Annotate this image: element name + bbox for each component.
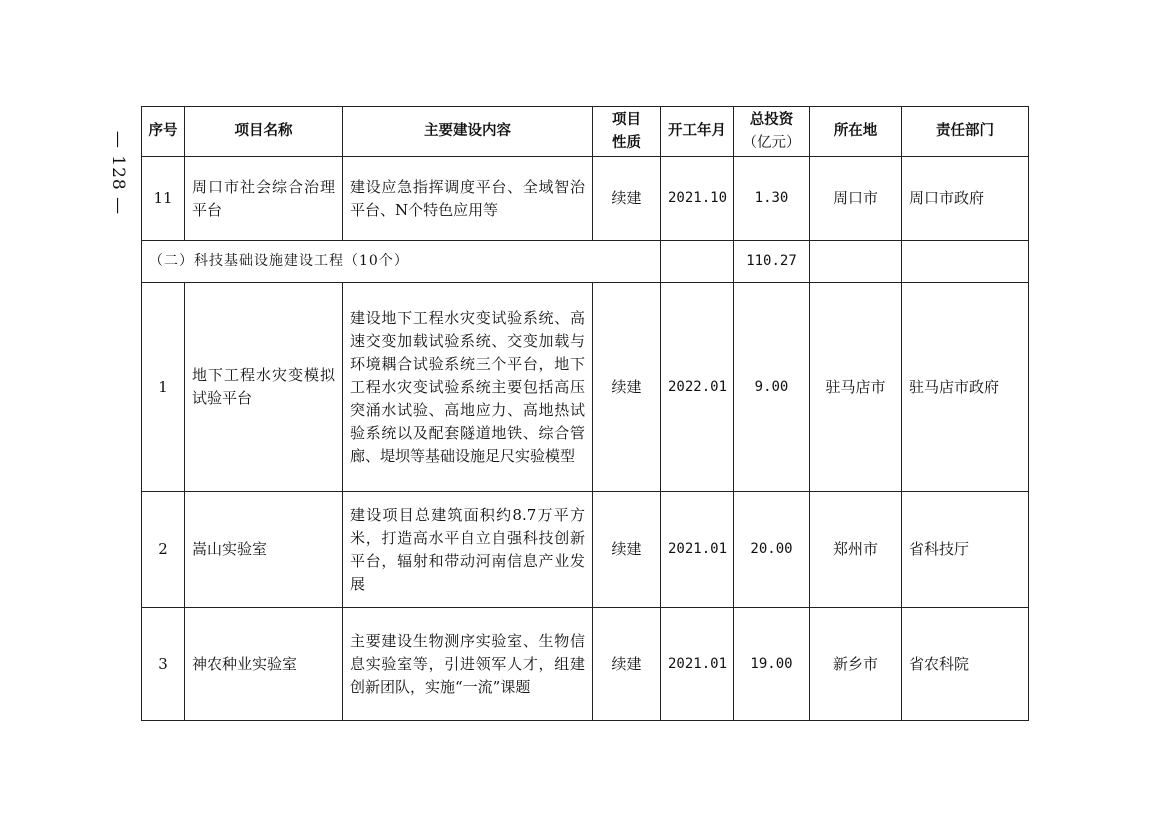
cell-location: 周口市 <box>810 157 902 241</box>
header-location: 所在地 <box>810 107 902 157</box>
header-content: 主要建设内容 <box>343 107 593 157</box>
section-title: （二）科技基础设施建设工程（10个） <box>142 241 661 283</box>
cell-invest: 1.30 <box>734 157 810 241</box>
cell-name: 周口市社会综合治理平台 <box>185 157 343 241</box>
cell-start: 2021.10 <box>661 157 734 241</box>
cell-seq: 1 <box>142 283 185 492</box>
cell-name: 神农种业实验室 <box>185 608 343 721</box>
cell-content: 建设应急指挥调度平台、全域智治平台、N个特色应用等 <box>343 157 593 241</box>
cell-nature: 续建 <box>593 492 661 608</box>
cell-invest: 9.00 <box>734 283 810 492</box>
header-invest-line2: （亿元） <box>742 134 801 151</box>
cell-nature: 续建 <box>593 283 661 492</box>
cell-content: 建设项目总建筑面积约8.7万平方米，打造高水平自立自强科技创新平台，辐射和带动河南信息产业发展 <box>343 492 593 608</box>
header-nature <box>593 107 661 157</box>
project-table <box>141 106 1029 721</box>
cell-start: 2022.01 <box>661 283 734 492</box>
table-row <box>142 157 1029 241</box>
cell-content: 主要建设生物测序实验室、生物信息实验室等，引进领军人才，组建创新团队，实施“一流”课题 <box>343 608 593 721</box>
cell-name: 地下工程水灾变模拟试验平台 <box>185 283 343 492</box>
header-name: 项目名称 <box>185 107 343 157</box>
header-nature-line1: 项目 <box>612 111 641 128</box>
cell-nature: 续建 <box>593 608 661 721</box>
cell-invest: 20.00 <box>734 492 810 608</box>
section-empty-dept <box>902 241 1029 283</box>
section-empty-location <box>810 241 902 283</box>
page-number <box>88 118 148 228</box>
table-row <box>142 608 1029 721</box>
cell-dept: 省农科院 <box>902 608 1029 721</box>
cell-seq: 11 <box>142 157 185 241</box>
header-invest <box>734 107 810 157</box>
cell-name: 嵩山实验室 <box>185 492 343 608</box>
section-invest: 110.27 <box>734 241 810 283</box>
header-invest-line1: 总投资 <box>749 111 794 128</box>
header-nature-line2: 性质 <box>612 134 641 151</box>
header-dept: 责任部门 <box>902 107 1029 157</box>
cell-location: 驻马店市 <box>810 283 902 492</box>
table-row <box>142 283 1029 492</box>
table-header-row <box>142 107 1029 157</box>
cell-invest: 19.00 <box>734 608 810 721</box>
header-seq: 序号 <box>142 107 185 157</box>
table-row <box>142 492 1029 608</box>
cell-start: 2021.01 <box>661 608 734 721</box>
cell-dept: 周口市政府 <box>902 157 1029 241</box>
cell-location: 郑州市 <box>810 492 902 608</box>
cell-seq: 3 <box>142 608 185 721</box>
cell-seq: 2 <box>142 492 185 608</box>
cell-location: 新乡市 <box>810 608 902 721</box>
section-row <box>142 241 1029 283</box>
header-start: 开工年月 <box>661 107 734 157</box>
cell-content: 建设地下工程水灾变试验系统、高速交变加载试验系统、交变加载与环境耦合试验系统三个平台，地下工程水灾变试验系统主要包括高压突涌水试验、高地应力、高地热试验系统以及配套隧道地铁、综合管廊、堤坝等基础设施足尺实验模型 <box>343 283 593 492</box>
page-number-text: — 128 — <box>108 130 129 216</box>
cell-start: 2021.01 <box>661 492 734 608</box>
cell-dept: 省科技厅 <box>902 492 1029 608</box>
cell-nature: 续建 <box>593 157 661 241</box>
section-empty-start <box>661 241 734 283</box>
cell-dept: 驻马店市政府 <box>902 283 1029 492</box>
